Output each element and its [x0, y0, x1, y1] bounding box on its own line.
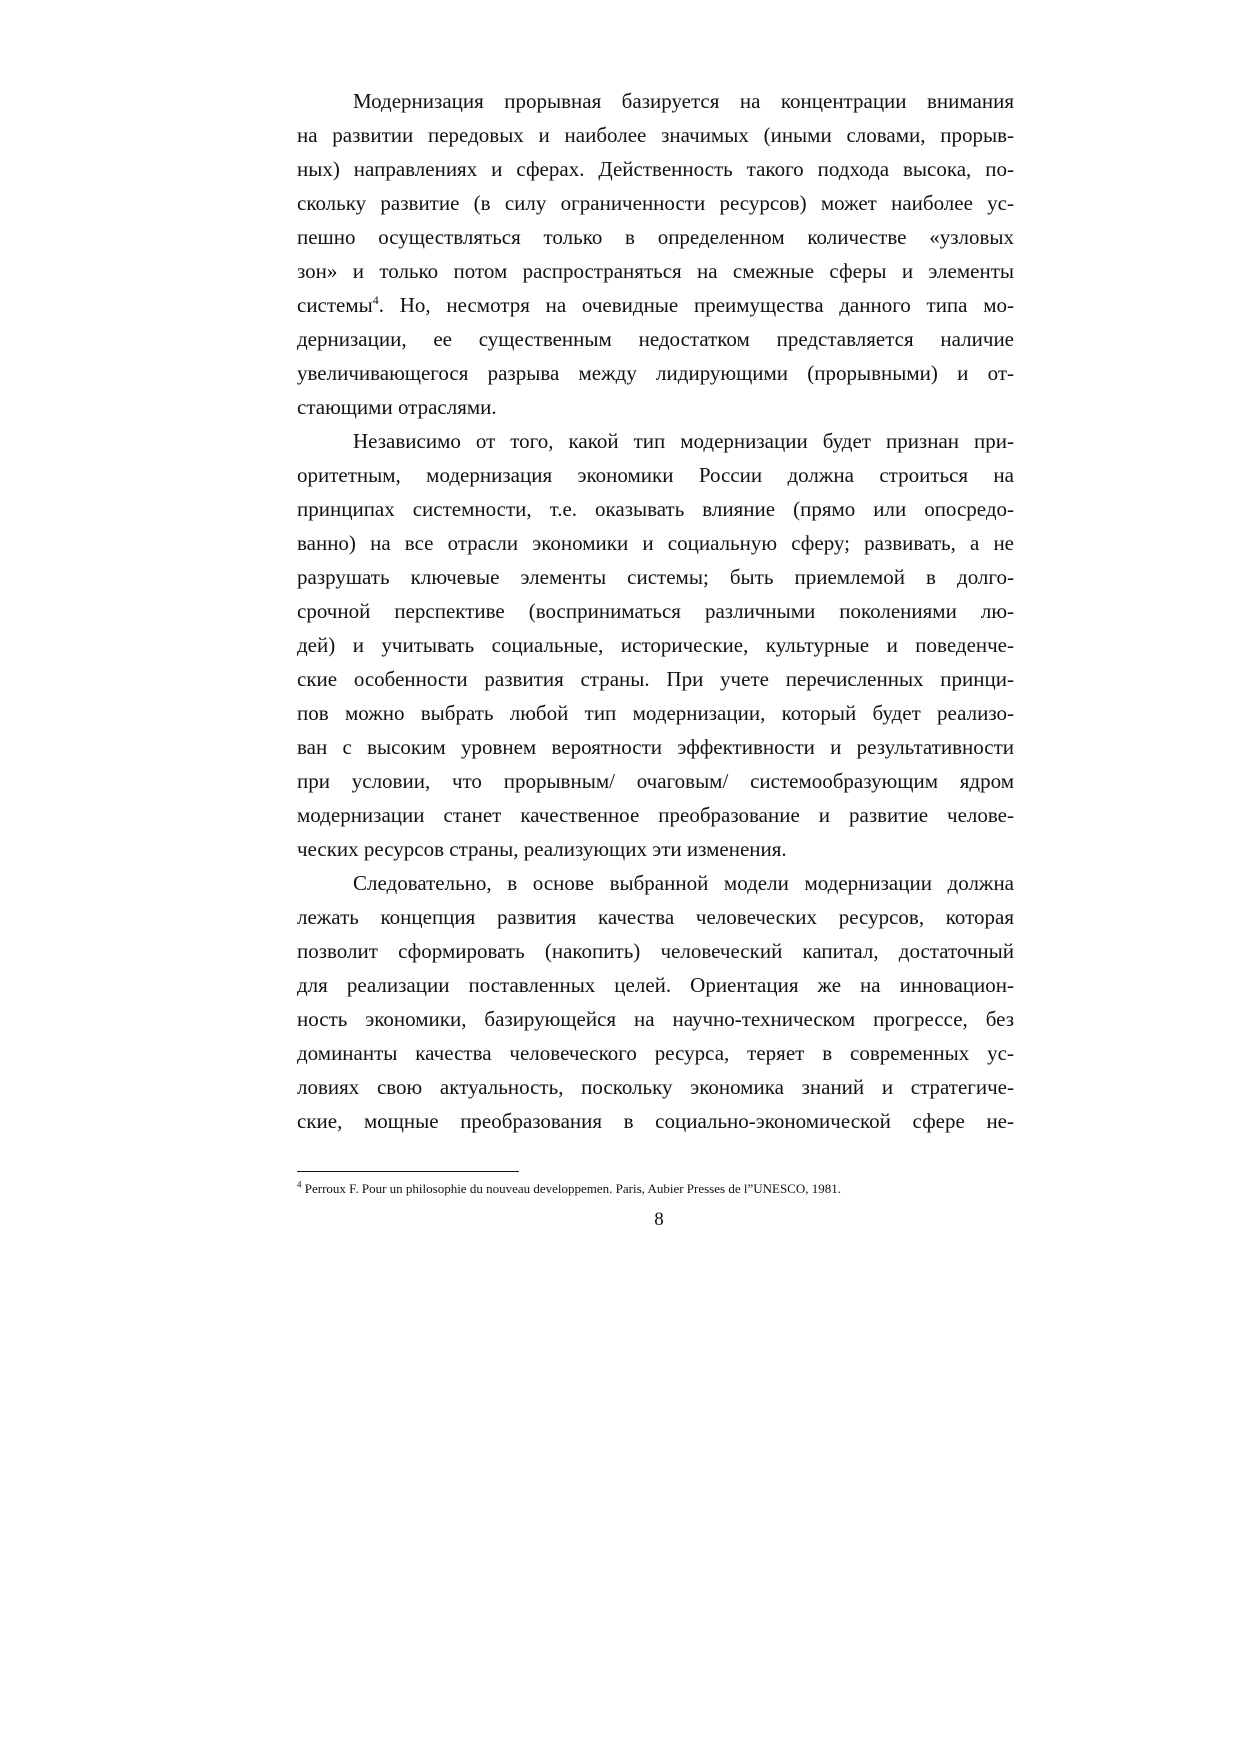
paragraph-line: ские особенности развития страны. При учете перечисленных принци-: [297, 667, 1014, 691]
paragraph-line: доминанты качества человеческого ресурса, теряет в современных ус-: [297, 1041, 1014, 1065]
paragraph-line: для реализации поставленных целей. Ориентация же на инновацион-: [297, 973, 1014, 997]
paragraph-line-with-footnote: [297, 288, 1014, 322]
paragraph-line: ские, мощные преобразования в социально-экономической сфере не-: [297, 1109, 1014, 1133]
paragraph-3: [297, 866, 1014, 1138]
paragraph-line: зон» и только потом распространяться на смежные сферы и элементы: [297, 259, 1014, 283]
footnote: [297, 1180, 1014, 1198]
paragraph-line: Модернизация прорывная базируется на концентрации внимания: [353, 89, 1014, 113]
body-text: [297, 84, 1014, 1138]
paragraph-line: увеличивающегося разрыва между лидирующими (прорывными) и от-: [297, 361, 1014, 385]
paragraph-line: на развитии передовых и наиболее значимых (иными словами, прорыв-: [297, 123, 1014, 147]
paragraph-line: Независимо от того, какой тип модернизации будет признан при-: [353, 429, 1014, 453]
paragraph-line: лежать концепция развития качества человеческих ресурсов, которая: [297, 905, 1014, 929]
paragraph-line: ванно) на все отрасли экономики и социальную сферу; развивать, а не: [297, 531, 1014, 555]
paragraph-line: ловиях свою актуальность, поскольку экономика знаний и стратегиче-: [297, 1075, 1014, 1099]
paragraph-line: Следовательно, в основе выбранной модели модернизации должна: [353, 871, 1014, 895]
paragraph-line: ван с высоким уровнем вероятности эффективности и результативности: [297, 735, 1014, 759]
paragraph-line: дей) и учитывать социальные, исторические, культурные и поведенче-: [297, 633, 1014, 657]
paragraph-line: пов можно выбрать любой тип модернизации, который будет реализо-: [297, 701, 1014, 725]
paragraph-1: [297, 84, 1014, 424]
paragraph-line: принципах системности, т.е. оказывать влияние (прямо или опосредо-: [297, 497, 1014, 521]
footnote-reference: 4: [372, 293, 379, 307]
paragraph-line: позволит сформировать (накопить) человеческий капитал, достаточный: [297, 939, 1014, 963]
paragraph-line: стающими отраслями.: [297, 395, 497, 419]
paragraph-line: ных) направлениях и сферах. Действенность такого подхода высока, по-: [297, 157, 1014, 181]
paragraph-line: ческих ресурсов страны, реализующих эти изменения.: [297, 837, 787, 861]
paragraph-line: срочной перспективе (восприниматься различными поколениями лю-: [297, 599, 1014, 623]
paragraph-line: модернизации станет качественное преобразование и развитие челове-: [297, 803, 1014, 827]
paragraph-line: скольку развитие (в силу ограниченности ресурсов) может наиболее ус-: [297, 191, 1014, 215]
paragraph-line: оритетным, модернизация экономики России должна строиться на: [297, 463, 1014, 487]
page-number: 8: [654, 1209, 664, 1230]
footnote-number: 4: [297, 1179, 302, 1190]
paragraph-2: [297, 424, 1014, 866]
paragraph-line: разрушать ключевые элементы системы; быть приемлемой в долго-: [297, 565, 1014, 589]
paragraph-line: дернизации, ее существенным недостатком представляется наличие: [297, 327, 1014, 351]
paragraph-line-end: . Но, несмотря на очевидные преимущества данного типа мо-: [378, 293, 1014, 317]
paragraph-line: ность экономики, базирующейся на научно-техническом прогрессе, без: [297, 1007, 1014, 1031]
paragraph-line: пешно осуществляться только в определенном количестве «узловых: [297, 225, 1014, 249]
footnote-text: Perroux F. Pour un philosophie du nouveau developpemen. Paris, Aubier Presses de l”UNESCO, 1981.: [301, 1181, 841, 1196]
footnote-separator: [297, 1171, 519, 1172]
paragraph-line: при условии, что прорывным/ очаговым/ системообразующим ядром: [297, 769, 1014, 793]
paragraph-line-start: системы: [297, 293, 373, 317]
